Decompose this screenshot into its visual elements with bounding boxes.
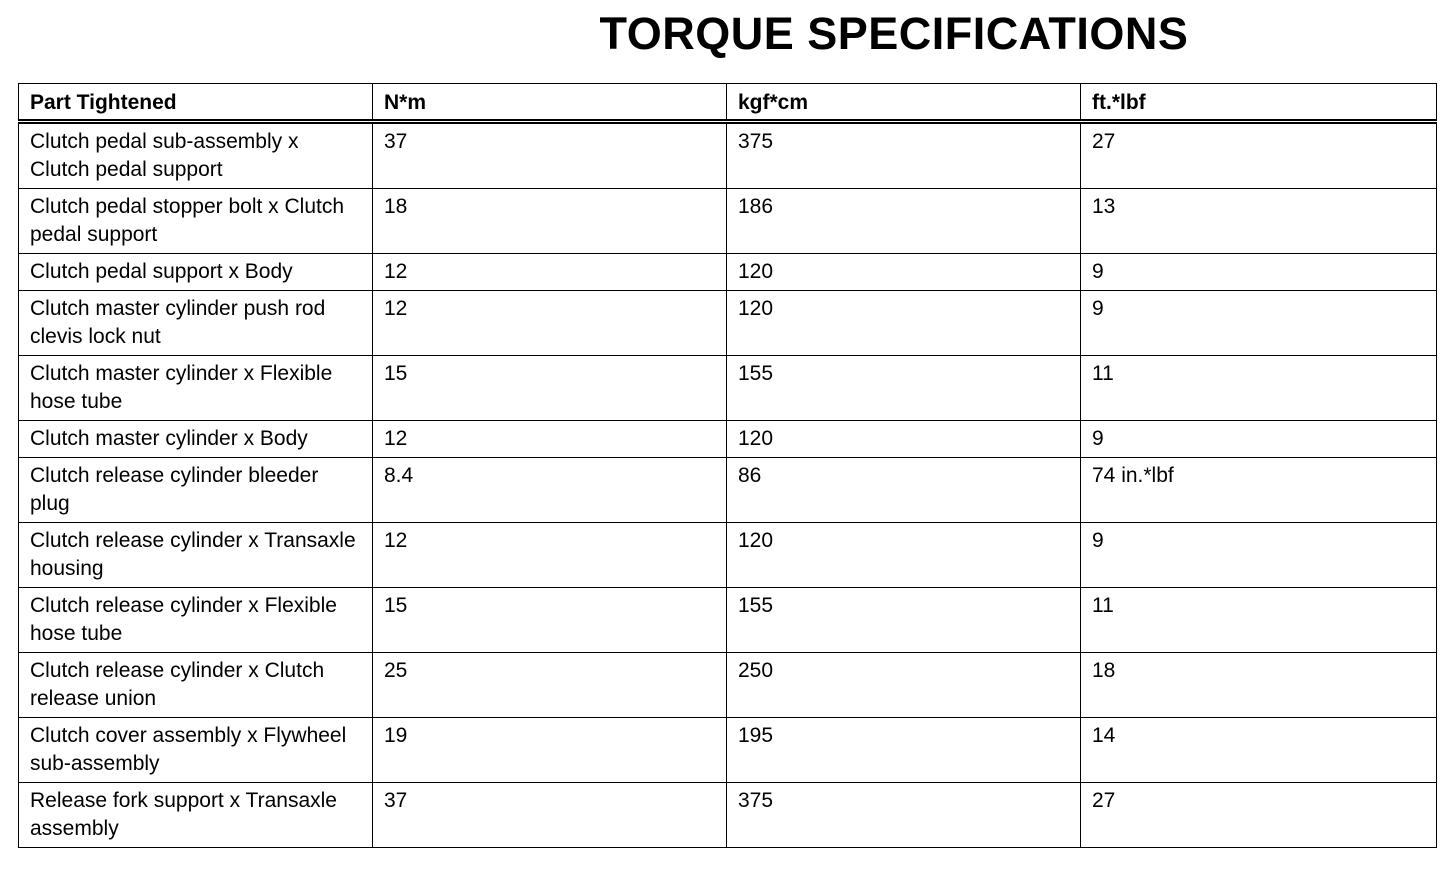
header-part-tightened: Part Tightened	[19, 84, 373, 122]
part-cell: Clutch master cylinder x Flexible hose tube	[19, 356, 373, 421]
nm-cell: 15	[373, 356, 727, 421]
ftlbf-cell: 9	[1081, 291, 1437, 356]
kgfcm-cell: 86	[727, 458, 1081, 523]
kgfcm-cell: 120	[727, 254, 1081, 291]
table-row	[19, 421, 1437, 458]
kgfcm-cell: 155	[727, 356, 1081, 421]
ftlbf-cell: 27	[1081, 122, 1437, 189]
table-row	[19, 653, 1437, 718]
nm-cell: 19	[373, 718, 727, 783]
ftlbf-cell: 11	[1081, 356, 1437, 421]
table-row	[19, 718, 1437, 783]
ftlbf-cell: 11	[1081, 588, 1437, 653]
ftlbf-cell: 9	[1081, 421, 1437, 458]
nm-cell: 15	[373, 588, 727, 653]
nm-cell: 25	[373, 653, 727, 718]
part-cell: Clutch pedal stopper bolt x Clutch pedal support	[19, 189, 373, 254]
nm-cell: 8.4	[373, 458, 727, 523]
nm-cell: 18	[373, 189, 727, 254]
kgfcm-cell: 375	[727, 783, 1081, 848]
nm-cell: 37	[373, 783, 727, 848]
kgfcm-cell: 120	[727, 523, 1081, 588]
nm-cell: 12	[373, 291, 727, 356]
table-row	[19, 291, 1437, 356]
nm-cell: 12	[373, 254, 727, 291]
table-row	[19, 523, 1437, 588]
header-row	[19, 84, 1437, 122]
part-cell: Clutch release cylinder bleeder plug	[19, 458, 373, 523]
table-row	[19, 122, 1437, 189]
ftlbf-cell: 13	[1081, 189, 1437, 254]
table-header	[19, 84, 1437, 122]
part-cell: Release fork support x Transaxle assembly	[19, 783, 373, 848]
table-row	[19, 458, 1437, 523]
part-cell: Clutch cover assembly x Flywheel sub-assembly	[19, 718, 373, 783]
part-cell: Clutch master cylinder x Body	[19, 421, 373, 458]
header-ft-lbf: ft.*lbf	[1081, 84, 1437, 122]
table-body	[19, 122, 1437, 848]
table-row	[19, 783, 1437, 848]
ftlbf-cell: 9	[1081, 523, 1437, 588]
ftlbf-cell: 74 in.*lbf	[1081, 458, 1437, 523]
table-row	[19, 189, 1437, 254]
nm-cell: 12	[373, 421, 727, 458]
kgfcm-cell: 250	[727, 653, 1081, 718]
part-cell: Clutch master cylinder push rod clevis lock nut	[19, 291, 373, 356]
table-row	[19, 588, 1437, 653]
kgfcm-cell: 120	[727, 421, 1081, 458]
ftlbf-cell: 14	[1081, 718, 1437, 783]
kgfcm-cell: 186	[727, 189, 1081, 254]
nm-cell: 12	[373, 523, 727, 588]
page-title: TORQUE SPECIFICATIONS	[599, 8, 1189, 59]
kgfcm-cell: 120	[727, 291, 1081, 356]
nm-cell: 37	[373, 122, 727, 189]
ftlbf-cell: 27	[1081, 783, 1437, 848]
part-cell: Clutch release cylinder x Flexible hose tube	[19, 588, 373, 653]
header-newton-meters: N*m	[373, 84, 727, 122]
part-cell: Clutch release cylinder x Clutch release union	[19, 653, 373, 718]
part-cell: Clutch pedal sub-assembly x Clutch pedal support	[19, 122, 373, 189]
ftlbf-cell: 9	[1081, 254, 1437, 291]
table-row	[19, 254, 1437, 291]
header-kgf-cm: kgf*cm	[727, 84, 1081, 122]
part-cell: Clutch release cylinder x Transaxle housing	[19, 523, 373, 588]
table-row	[19, 356, 1437, 421]
kgfcm-cell: 155	[727, 588, 1081, 653]
part-cell: Clutch pedal support x Body	[19, 254, 373, 291]
torque-spec-table	[18, 83, 1437, 848]
kgfcm-cell: 195	[727, 718, 1081, 783]
ftlbf-cell: 18	[1081, 653, 1437, 718]
kgfcm-cell: 375	[727, 122, 1081, 189]
